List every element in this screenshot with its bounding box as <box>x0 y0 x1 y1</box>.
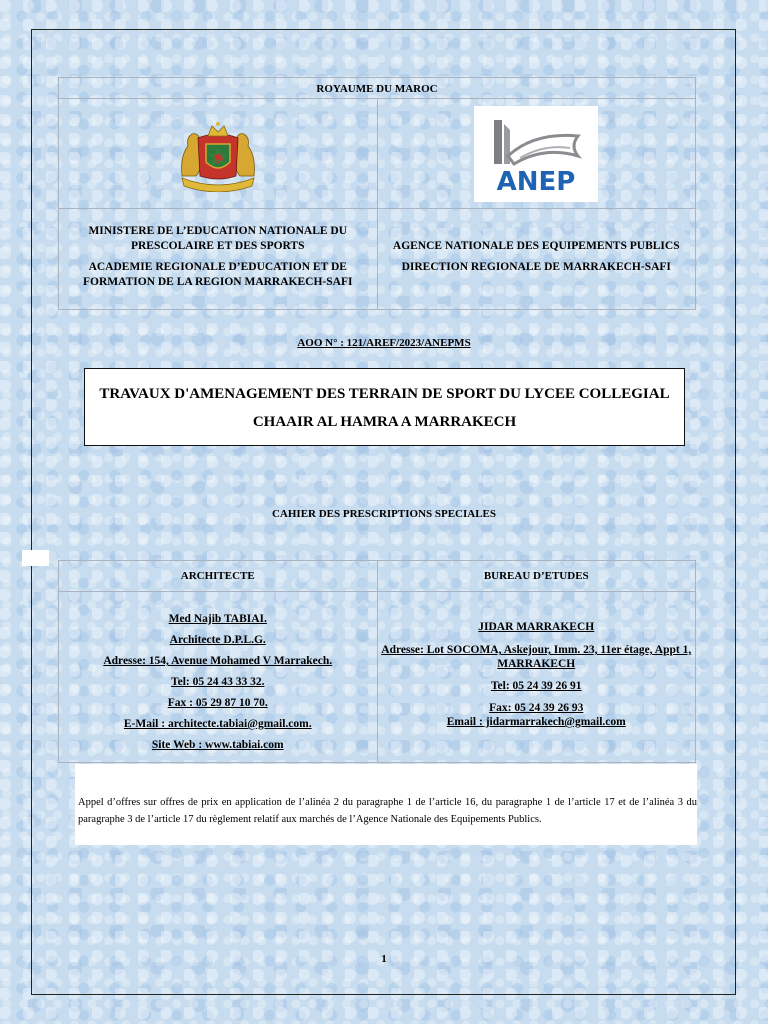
architect-contact <box>59 592 378 763</box>
tender-reference: AOO N° : 121/AREF/2023/ANEPMS <box>297 337 471 349</box>
bureau-email: Email : jidarmarrakech@gmail.com <box>446 716 626 728</box>
anep-logo-text: ANEP <box>496 166 576 197</box>
architect-name: Med Najib TABIAI. <box>168 613 267 625</box>
regional-direction-name: DIRECTION REGIONALE DE MARRAKECH-SAFI <box>401 260 671 273</box>
bureau-name: JIDAR MARRAKECH <box>478 621 595 633</box>
bureau-heading: BUREAU D’ETUDES <box>483 570 589 582</box>
architect-email: E-Mail : architecte.tabiai@gmail.com. <box>123 718 312 730</box>
document-type: CAHIER DES PRESCRIPTIONS SPECIALES <box>271 508 497 520</box>
margin-mark <box>22 550 49 566</box>
architect-website: Site Web : www.tabiai.com <box>151 739 284 751</box>
anep-logo <box>378 99 696 208</box>
page-number: 1 <box>381 953 387 965</box>
architect-fax: Fax : 05 29 87 10 70. <box>167 697 268 709</box>
team-table <box>58 560 696 763</box>
project-title-line-2: CHAAIR AL HAMRA A MARRAKECH <box>252 414 517 430</box>
ministry-name: MINISTERE DE L’EDUCATION NATIONALE DU PRESCOLAIRE ET DES SPORTS <box>88 224 348 252</box>
architect-title: Architecte D.P.L.G. <box>169 634 266 646</box>
bureau-contact <box>378 592 696 763</box>
morocco-coat-of-arms-logo <box>59 99 377 208</box>
bureau-tel: Tel: 05 24 39 26 91 <box>490 680 582 692</box>
academy-name: ACADEMIE REGIONALE D’EDUCATION ET DE FORMATION DE LA REGION MARRAKECH-SAFI <box>83 260 353 288</box>
kingdom-title: ROYAUME DU MAROC <box>59 78 695 99</box>
bureau-fax: Fax: 05 24 39 26 93 <box>489 702 584 714</box>
header-table <box>58 77 696 310</box>
architect-heading: ARCHITECTE <box>59 561 378 591</box>
agency-name: AGENCE NATIONALE DES EQUIPEMENTS PUBLICS <box>392 239 680 252</box>
architect-address: Adresse: 154, Avenue Mohamed V Marrakech. <box>103 655 333 667</box>
project-title-line-1: TRAVAUX D'AMENAGEMENT DES TERRAIN DE SPORT DU LYCEE COLLEGIAL <box>99 386 670 402</box>
tender-legal-note: Appel d’offres sur offres de prix en application de l’alinéa 2 du paragraphe 1 de l’article 16, du paragraphe 1 de l’article 17 et de l’alinéa 3 du paragraphe 3 de l’article 17 du règlement relatif aux marchés de l’Agence Nationale des Equipements Publics. <box>75 764 697 845</box>
architect-tel: Tel: 05 24 43 33 32. <box>171 676 265 688</box>
bureau-address: Adresse: Lot SOCOMA, Askejour, Imm. 23, 11er étage, Appt 1, MARRAKECH <box>381 644 692 670</box>
project-title-box <box>84 368 685 446</box>
